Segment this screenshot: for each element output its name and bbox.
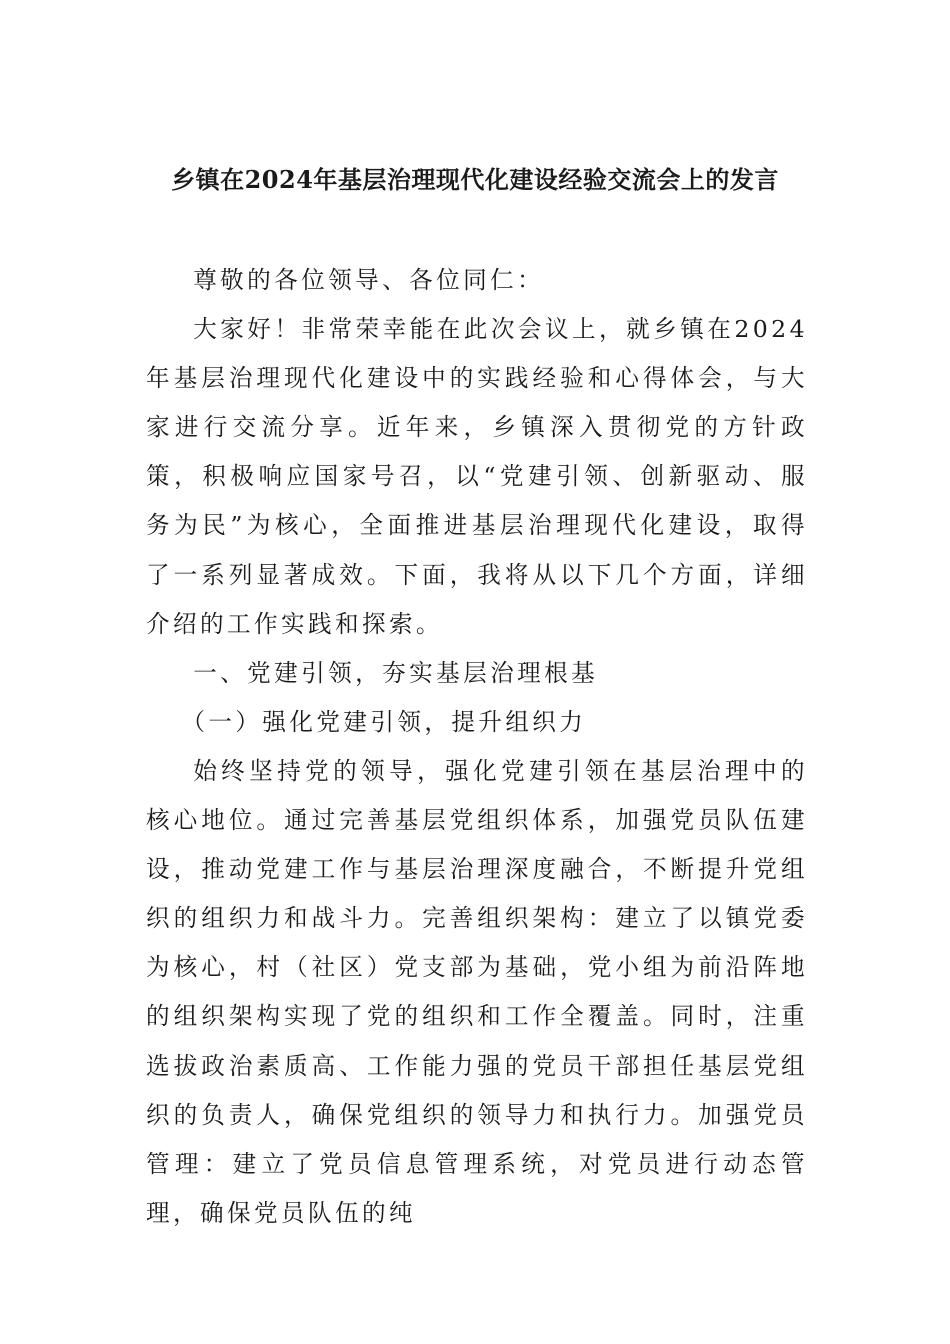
document-title: 乡镇在2024年基层治理现代化建设经验交流会上的发言 <box>171 165 779 194</box>
subsection-heading: （一）强化党建引领，提升组织力 <box>181 707 587 736</box>
opening-paragraph: 大家好！非常荣幸能在此次会议上，就乡镇在2024年基层治理现代化建设中的实践经验和心得体会，与大家进行交流分享。近年来，乡镇深入贯彻党的方针政策，积极响应国家号召，以“党建引领、创新驱动、服务为民”为核心，全面推进基层治理现代化建设，取得了一系列显著成效。下面，我将从以下几个方面，详细介绍的工作实践和探索。 <box>146 315 808 638</box>
salutation: 尊敬的各位领导、各位同仁： <box>193 266 545 294</box>
section-heading: 一、党建引领，夯实基层治理根基 <box>193 658 599 687</box>
document-body <box>146 256 808 1238</box>
subsection-paragraph: 始终坚持党的领导，强化党建引领在基层治理中的核心地位。通过完善基层党组织体系，加强党员队伍建设，推动党建工作与基层治理深度融合，不断提升党组织的组织力和战斗力。完善组织架构：建立了以镇党委为核心，村（社区）党支部为基础，党小组为前沿阵地的组织架构实现了党的组织和工作全覆盖。同时，注重选拔政治素质高、工作能力强的党员干部担任基层党组织的负责人，确保党组织的领导力和执行力。加强党员管理：建立了党员信息管理系统，对党员进行动态管理，确保党员队伍的纯 <box>146 756 808 1227</box>
